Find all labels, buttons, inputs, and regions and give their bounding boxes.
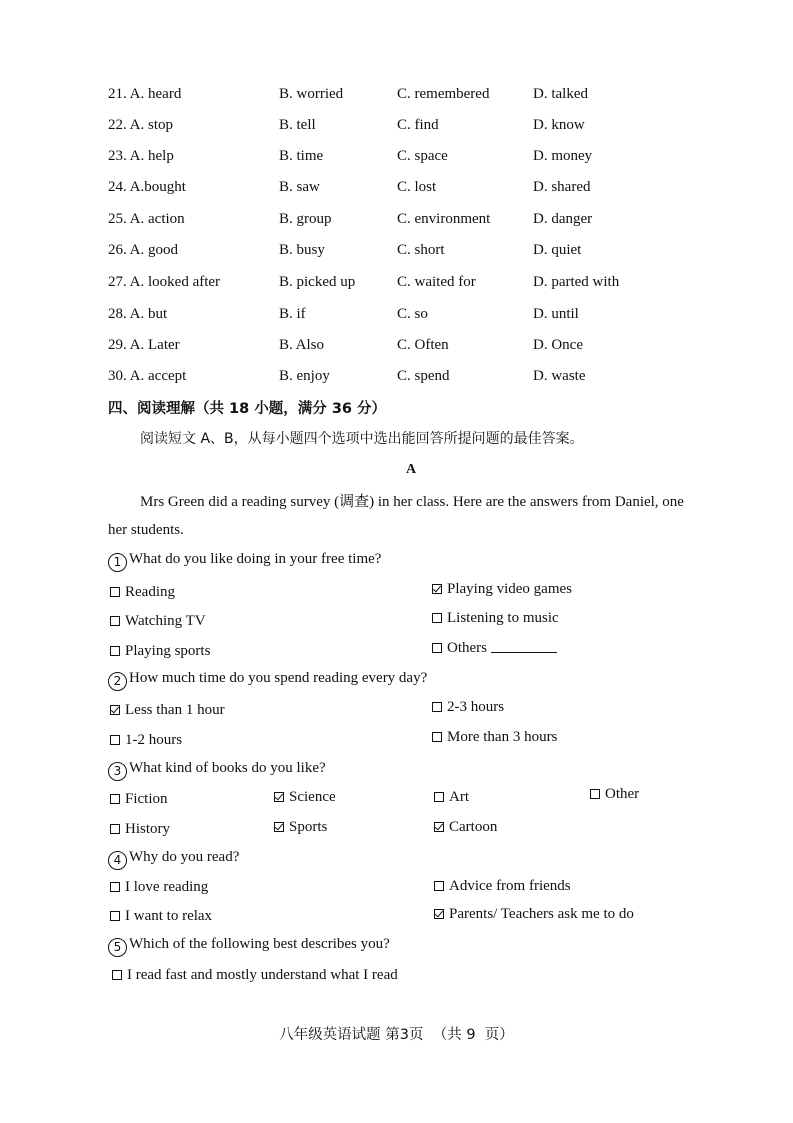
question-text: Which of the following best describes you? xyxy=(129,936,390,952)
checkbox-label: Art xyxy=(449,789,469,805)
option-c: C. space xyxy=(397,148,448,164)
option-row-26 xyxy=(0,242,793,264)
option-b: B. busy xyxy=(279,242,325,258)
checkbox-read-fast[interactable] xyxy=(112,967,398,984)
option-b: B. saw xyxy=(279,179,320,195)
fill-in-blank[interactable] xyxy=(491,640,557,653)
question-text: Why do you read? xyxy=(129,849,240,865)
option-b: B. if xyxy=(279,306,306,322)
checkbox-box xyxy=(112,970,122,980)
checkbox-science[interactable] xyxy=(274,789,336,806)
question-text: What do you like doing in your free time? xyxy=(129,551,382,567)
option-c: C. remembered xyxy=(397,86,490,102)
checkbox-label: Playing video games xyxy=(447,581,572,597)
option-b: B. group xyxy=(279,211,332,227)
checkbox-cartoon[interactable] xyxy=(434,819,497,836)
option-c: C. so xyxy=(397,306,428,322)
checkbox-label: Other xyxy=(605,786,640,802)
checkbox-watching-tv[interactable] xyxy=(110,613,206,630)
option-row-28 xyxy=(0,306,793,328)
option-a: 23. A. help xyxy=(108,148,174,164)
checkbox-box xyxy=(110,911,120,921)
checkbox-box xyxy=(110,735,120,745)
option-a: 24. A.bought xyxy=(108,179,186,195)
option-c: C. environment xyxy=(397,211,491,227)
checkbox-label: I want to relax xyxy=(125,908,213,924)
checkbox-art[interactable] xyxy=(434,789,469,806)
checkbox-label: Playing sports xyxy=(125,643,211,659)
checkbox-box xyxy=(590,789,600,799)
option-d: D. shared xyxy=(533,179,591,195)
survey-question-5 xyxy=(108,936,390,957)
checkbox-box-checked xyxy=(274,792,284,802)
checkbox-box xyxy=(434,881,444,891)
page-footer: 八年级英语试题 第3页 （共 9 页） xyxy=(279,1027,514,1043)
survey-question-3 xyxy=(108,760,326,781)
checkbox-label: Less than 1 hour xyxy=(125,702,225,718)
checkbox-others[interactable] xyxy=(432,640,557,657)
checkbox-box xyxy=(434,792,444,802)
option-row-22 xyxy=(0,117,793,139)
section-heading: 四、阅读理解（共 18 小题，满分 36 分） xyxy=(108,401,387,417)
checkbox-sports[interactable] xyxy=(274,819,327,836)
option-a: 30. A. accept xyxy=(108,368,187,384)
option-a: 25. A. action xyxy=(108,211,185,227)
option-b: B. time xyxy=(279,148,324,164)
checkbox-label: Reading xyxy=(125,584,175,600)
checkbox-advice-from-friends[interactable] xyxy=(434,878,571,895)
checkbox-more-than-3-hours[interactable] xyxy=(432,729,557,746)
option-row-21 xyxy=(0,86,793,108)
passage-intro-line-2: her students. xyxy=(108,522,184,538)
checkbox-label: Sports xyxy=(289,819,328,835)
option-d: D. Once xyxy=(533,337,583,353)
checkbox-box xyxy=(432,613,442,623)
checkbox-box xyxy=(110,824,120,834)
option-c: C. spend xyxy=(397,368,450,384)
option-a: 28. A. but xyxy=(108,306,168,322)
checkbox-i-want-to-relax[interactable] xyxy=(110,908,212,925)
survey-question-2 xyxy=(108,670,427,691)
checkbox-label: Fiction xyxy=(125,791,168,807)
option-d: D. quiet xyxy=(533,242,582,258)
option-b: B. enjoy xyxy=(279,368,330,384)
option-a: 29. A. Later xyxy=(108,337,180,353)
checkbox-label: I read fast and mostly understand what I read xyxy=(127,967,398,983)
section-instruction: 阅读短文 A、B，从每小题四个选项中选出能回答所提问题的最佳答案。 xyxy=(140,431,584,447)
option-d: D. danger xyxy=(533,211,593,227)
checkbox-box-checked xyxy=(434,909,444,919)
checkbox-label: More than 3 hours xyxy=(447,729,558,745)
question-text: How much time do you spend reading every day? xyxy=(129,670,428,686)
checkbox-box-checked xyxy=(434,822,444,832)
option-row-29 xyxy=(0,337,793,359)
checkbox-1-2-hours[interactable] xyxy=(110,732,182,749)
checkbox-label: 2-3 hours xyxy=(447,699,505,715)
option-a: 27. A. looked after xyxy=(108,274,221,290)
checkbox-box xyxy=(432,702,442,712)
checkbox-i-love-reading[interactable] xyxy=(110,879,208,896)
option-row-25 xyxy=(0,211,793,233)
option-a: 21. A. heard xyxy=(108,86,182,102)
checkbox-box xyxy=(432,732,442,742)
question-number-circle: 3 xyxy=(108,762,127,781)
checkbox-less-than-1-hour[interactable] xyxy=(110,702,225,719)
option-row-23 xyxy=(0,148,793,170)
option-d: D. until xyxy=(533,306,579,322)
checkbox-parents-teachers-ask[interactable] xyxy=(434,906,634,923)
option-d: D. know xyxy=(533,117,585,133)
passage-intro-line-1: Mrs Green did a reading survey (调查) in her class. Here are the answers from Daniel, one xyxy=(140,494,684,510)
survey-question-1 xyxy=(108,551,381,572)
option-b: B. tell xyxy=(279,117,316,133)
option-c: C. lost xyxy=(397,179,437,195)
checkbox-label: I love reading xyxy=(125,879,209,895)
question-number-circle: 5 xyxy=(108,938,127,957)
checkbox-label: Listening to music xyxy=(447,610,559,626)
checkbox-label: History xyxy=(125,821,170,837)
option-c: C. waited for xyxy=(397,274,476,290)
option-row-27 xyxy=(0,274,793,296)
option-a: 22. A. stop xyxy=(108,117,174,133)
checkbox-box xyxy=(110,882,120,892)
option-b: B. worried xyxy=(279,86,344,102)
checkbox-other[interactable] xyxy=(590,786,639,803)
option-c: C. Often xyxy=(397,337,449,353)
survey-question-4 xyxy=(108,849,239,870)
question-number-circle: 4 xyxy=(108,851,127,870)
checkbox-listening-to-music[interactable] xyxy=(432,610,559,627)
checkbox-label: Others xyxy=(447,640,487,656)
option-c: C. short xyxy=(397,242,445,258)
option-row-24 xyxy=(0,179,793,201)
checkbox-box-checked xyxy=(432,584,442,594)
checkbox-reading[interactable] xyxy=(110,584,175,601)
checkbox-playing-sports[interactable] xyxy=(110,643,210,660)
checkbox-label: Watching TV xyxy=(125,613,206,629)
option-b: B. Also xyxy=(279,337,325,353)
option-b: B. picked up xyxy=(279,274,356,290)
checkbox-box xyxy=(110,616,120,626)
checkbox-playing-video-games[interactable] xyxy=(432,581,572,598)
checkbox-label: 1-2 hours xyxy=(125,732,183,748)
checkbox-label: Advice from friends xyxy=(449,878,571,894)
option-row-30 xyxy=(0,368,793,390)
checkbox-fiction[interactable] xyxy=(110,791,168,808)
checkbox-label: Science xyxy=(289,789,336,805)
option-d: D. talked xyxy=(533,86,588,102)
option-d: D. waste xyxy=(533,368,586,384)
option-d: D. money xyxy=(533,148,593,164)
checkbox-label: Parents/ Teachers ask me to do xyxy=(449,906,634,922)
checkbox-box xyxy=(110,646,120,656)
checkbox-box xyxy=(110,794,120,804)
question-number-circle: 1 xyxy=(108,553,127,572)
checkbox-box xyxy=(432,643,442,653)
checkbox-box-checked xyxy=(110,705,120,715)
question-number-circle: 2 xyxy=(108,672,127,691)
checkbox-label: Cartoon xyxy=(449,819,498,835)
option-d: D. parted with xyxy=(533,274,620,290)
question-text: What kind of books do you like? xyxy=(129,760,326,776)
checkbox-2-3-hours[interactable] xyxy=(432,699,504,716)
checkbox-history[interactable] xyxy=(110,821,170,838)
option-c: C. find xyxy=(397,117,439,133)
passage-letter: A xyxy=(406,462,417,477)
checkbox-box xyxy=(110,587,120,597)
checkbox-box-checked xyxy=(274,822,284,832)
option-a: 26. A. good xyxy=(108,242,179,258)
